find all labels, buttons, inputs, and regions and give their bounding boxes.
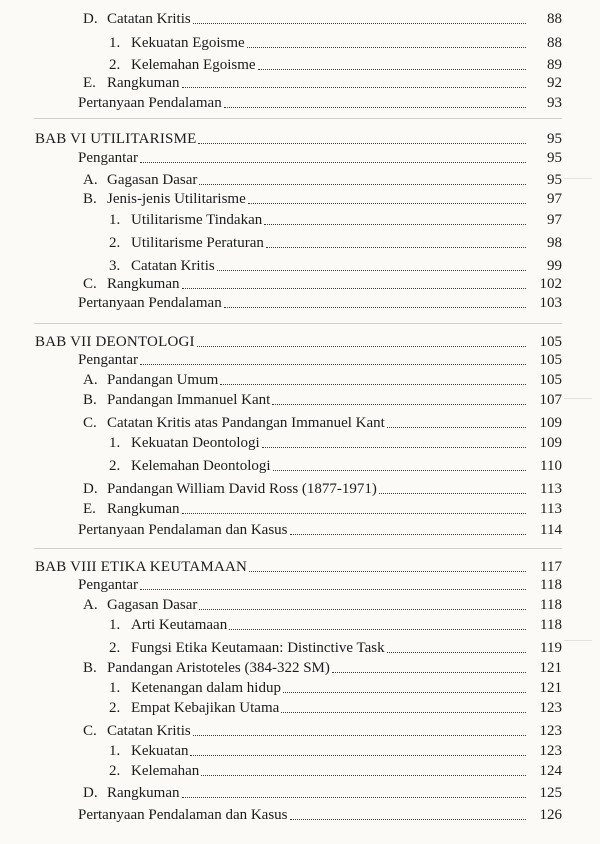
toc-entry-title: Kekuatan [131, 743, 189, 759]
toc-entry-title: Empat Kebajikan Utama [131, 700, 280, 716]
toc-entry-label [83, 596, 197, 614]
toc-entry-label [83, 10, 191, 28]
toc-entry-title: Gagasan Dasar [107, 172, 198, 188]
toc-entry-marker: 2. [109, 700, 121, 716]
dot-leader [379, 493, 526, 494]
toc-entry-marker: 3. [109, 258, 121, 274]
dot-leader [224, 307, 526, 308]
dot-leader [332, 672, 526, 673]
page-number: 113 [540, 501, 562, 517]
toc-entry-title: Utilitarisme Tindakan [131, 212, 263, 228]
page-number: 92 [547, 75, 562, 91]
page-number: 118 [540, 597, 562, 613]
toc-entry-marker: A. [83, 172, 98, 188]
page-number: 118 [540, 577, 562, 593]
dot-leader [262, 447, 526, 448]
toc-entry-marker: B. [83, 660, 97, 676]
page-number: 89 [547, 57, 562, 73]
page-number: 110 [540, 458, 562, 474]
toc-entry-title: Ketenangan dalam hidup [131, 680, 281, 696]
toc-entry-title: Rangkuman [107, 75, 180, 91]
toc-entry-title: Arti Keutamaan [131, 617, 228, 633]
toc-entry-marker: 2. [109, 458, 121, 474]
toc-entry-marker: D. [83, 11, 98, 27]
dot-leader [248, 203, 526, 204]
toc-entry[interactable] [0, 412, 600, 434]
toc-entry-label [83, 190, 246, 208]
toc-entry-title: Pertanyaan Pendalaman dan Kasus [78, 522, 288, 538]
toc-entry-title: Pandangan Immanuel Kant [107, 392, 271, 408]
dot-leader [247, 47, 526, 48]
toc-entry[interactable] [0, 292, 600, 314]
toc-entry-label [83, 391, 270, 409]
section-divider [34, 323, 562, 324]
dot-leader [220, 384, 526, 385]
toc-entry[interactable] [0, 232, 600, 254]
toc-entry-label [109, 211, 262, 229]
bleed-through-mark [564, 178, 592, 179]
toc-entry-label [109, 457, 271, 475]
toc-entry-marker: C. [83, 276, 97, 292]
toc-entry[interactable] [0, 720, 600, 742]
toc-entry-title: Catatan Kritis [131, 258, 215, 274]
toc-entry-title: Utilitarisme Peraturan [131, 235, 264, 251]
toc-entry-title: BAB VII DEONTOLOGI [35, 334, 195, 350]
page-number: 95 [547, 172, 562, 188]
toc-entry[interactable] [0, 740, 600, 762]
toc-entry-marker: 1. [109, 680, 121, 696]
toc-entry-label [83, 500, 180, 518]
toc-entry-title: Pengantar [78, 150, 138, 166]
toc-entry-label [109, 616, 227, 634]
dot-leader [272, 404, 526, 405]
toc-entry-marker: 1. [109, 212, 121, 228]
toc-entry-marker: 2. [109, 235, 121, 251]
toc-entry-title: Kekuatan Egoisme [131, 35, 245, 51]
toc-entry[interactable] [0, 349, 600, 371]
toc-entry-marker: A. [83, 597, 98, 613]
toc-entry-title: Gagasan Dasar [107, 597, 198, 613]
page-number: 105 [539, 352, 562, 368]
toc-entry[interactable] [0, 72, 600, 94]
toc-entry-marker: 2. [109, 640, 121, 656]
toc-entry[interactable] [0, 760, 600, 782]
page-number: 95 [547, 150, 562, 166]
toc-entry-title: BAB VIII ETIKA KEUTAMAAN [35, 559, 248, 575]
toc-entry[interactable] [0, 637, 600, 659]
toc-entry-marker: 1. [109, 435, 121, 451]
toc-entry-label [109, 679, 281, 697]
page-number: 109 [539, 435, 562, 451]
toc-entry-title: BAB VI UTILITARISME [35, 131, 197, 147]
toc-entry[interactable] [0, 432, 600, 454]
dot-leader [258, 69, 526, 70]
toc-entry[interactable] [0, 677, 600, 699]
toc-entry-label [78, 521, 288, 539]
toc-entry-title: Pandangan William David Ross (1877-1971) [107, 481, 377, 497]
toc-entry-title: Pertanyaan Pendalaman [78, 295, 222, 311]
toc-entry-label [78, 806, 288, 824]
toc-entry-marker: 2. [109, 763, 121, 779]
toc-entry[interactable] [0, 657, 600, 679]
page-number: 121 [539, 660, 562, 676]
toc-entry[interactable] [0, 92, 600, 114]
toc-entry[interactable] [0, 188, 600, 210]
section-divider [34, 118, 562, 119]
dot-leader [140, 162, 526, 163]
toc-entry[interactable] [0, 614, 600, 636]
toc-entry-marker: D. [83, 481, 98, 497]
toc-entry-marker: B. [83, 392, 97, 408]
dot-leader [199, 184, 526, 185]
toc-entry-label [83, 722, 191, 740]
toc-entry[interactable] [0, 8, 600, 30]
toc-entry[interactable] [0, 498, 600, 520]
toc-entry-label [78, 351, 138, 369]
dot-leader [197, 346, 526, 347]
dot-leader [140, 589, 526, 590]
page-number: 103 [539, 295, 562, 311]
toc-entry[interactable] [0, 697, 600, 719]
toc-entry-title: Catatan Kritis [107, 723, 191, 739]
dot-leader [387, 427, 526, 428]
toc-entry-label [83, 371, 218, 389]
toc-entry-marker: 1. [109, 743, 121, 759]
page-number: 109 [539, 415, 562, 431]
toc-entry-marker: A. [83, 372, 98, 388]
page-number: 123 [539, 743, 562, 759]
toc-entry[interactable] [0, 782, 600, 804]
dot-leader [283, 692, 526, 693]
dot-leader [182, 288, 526, 289]
toc-entry-label [83, 414, 385, 432]
bleed-through-mark [564, 398, 592, 399]
toc-entry-label [109, 742, 188, 760]
dot-leader [182, 87, 526, 88]
toc-entry-title: Kelemahan [131, 763, 200, 779]
page-number: 123 [539, 700, 562, 716]
toc-entry[interactable] [0, 519, 600, 541]
toc-entry-label [109, 699, 279, 717]
dot-leader [199, 609, 526, 610]
dot-leader [290, 534, 526, 535]
bleed-through-mark [564, 640, 592, 641]
page-number: 105 [539, 372, 562, 388]
page-number: 117 [540, 559, 562, 575]
toc-entry[interactable] [0, 369, 600, 391]
toc-entry-marker: E. [83, 75, 96, 91]
toc-entry-marker: E. [83, 501, 96, 517]
toc-entry-marker: C. [83, 415, 97, 431]
toc-entry-marker: 1. [109, 617, 121, 633]
toc-entry-title: Pandangan Aristoteles (384-322 SM) [107, 660, 330, 676]
toc-entry-label [78, 149, 138, 167]
page-number: 105 [539, 334, 562, 350]
toc-entry[interactable] [0, 389, 600, 411]
toc-entry-label [109, 762, 199, 780]
dot-leader [190, 755, 526, 756]
page-number: 95 [547, 131, 562, 147]
toc-entry-title: Pandangan Umum [107, 372, 219, 388]
toc-entry[interactable] [0, 147, 600, 169]
dot-leader [266, 247, 526, 248]
dot-leader [182, 513, 526, 514]
toc-entry-label [78, 294, 222, 312]
page-number: 126 [539, 807, 562, 823]
toc-entry-label [83, 659, 330, 677]
dot-leader [193, 23, 526, 24]
page-number: 88 [547, 11, 562, 27]
dot-leader [217, 270, 526, 271]
toc-entry-label [109, 234, 264, 252]
toc-entry-marker: C. [83, 723, 97, 739]
toc-entry-label [35, 130, 196, 148]
dot-leader [273, 470, 526, 471]
page-number: 98 [547, 235, 562, 251]
toc-entry[interactable] [0, 455, 600, 477]
toc-entry-label [109, 34, 245, 52]
toc-entry-label [78, 94, 222, 112]
dot-leader [140, 364, 526, 365]
page-number: 125 [539, 785, 562, 801]
dot-leader [281, 712, 526, 713]
toc-entry-label [83, 784, 180, 802]
toc-entry[interactable] [0, 574, 600, 596]
toc-entry-title: Rangkuman [107, 276, 180, 292]
dot-leader [387, 652, 526, 653]
toc-entry-title: Rangkuman [107, 785, 180, 801]
page-number: 113 [540, 481, 562, 497]
dot-leader [182, 797, 526, 798]
toc-entry-label [78, 576, 138, 594]
toc-entry-label [109, 639, 385, 657]
page-number: 93 [547, 95, 562, 111]
toc-entry-label [83, 480, 377, 498]
dot-leader [264, 224, 526, 225]
section-divider [34, 548, 562, 549]
dot-leader [224, 107, 526, 108]
page-number: 124 [539, 763, 562, 779]
toc-entry-marker: B. [83, 191, 97, 207]
toc-entry-marker: 2. [109, 57, 121, 73]
toc-entry-label [83, 275, 180, 293]
page-number: 119 [540, 640, 562, 656]
toc-entry-title: Jenis-jenis Utilitarisme [107, 191, 246, 207]
dot-leader [290, 819, 526, 820]
toc-entry-label [83, 74, 180, 92]
page-number: 107 [539, 392, 562, 408]
page-number: 99 [547, 258, 562, 274]
dot-leader [201, 775, 526, 776]
toc-entry-title: Fungsi Etika Keutamaan: Distinctive Task [131, 640, 385, 656]
toc-entry-title: Pertanyaan Pendalaman dan Kasus [78, 807, 288, 823]
toc-entry-marker: 1. [109, 35, 121, 51]
toc-entry[interactable] [0, 804, 600, 826]
page-number: 102 [539, 276, 562, 292]
toc-entry-title: Kelemahan Deontologi [131, 458, 271, 474]
page-number: 114 [540, 522, 562, 538]
toc-entry-title: Pertanyaan Pendalaman [78, 95, 222, 111]
toc-entry-title: Catatan Kritis [107, 11, 191, 27]
toc-entry[interactable] [0, 32, 600, 54]
toc-entry-marker: D. [83, 785, 98, 801]
dot-leader [229, 629, 526, 630]
toc-entry[interactable] [0, 209, 600, 231]
toc-entry-title: Catatan Kritis atas Pandangan Immanuel Kant [107, 415, 385, 431]
dot-leader [193, 735, 526, 736]
toc-entry-label [109, 434, 260, 452]
toc-entry-title: Pengantar [78, 352, 138, 368]
toc-entry-title: Pengantar [78, 577, 138, 593]
page-number: 123 [539, 723, 562, 739]
toc-entry-title: Kelemahan Egoisme [131, 57, 256, 73]
dot-leader [198, 143, 526, 144]
page-number: 118 [540, 617, 562, 633]
toc-entry-label [83, 171, 197, 189]
toc-entry-title: Rangkuman [107, 501, 180, 517]
page-number: 97 [547, 212, 562, 228]
page-number: 121 [539, 680, 562, 696]
dot-leader [249, 571, 526, 572]
toc-entry[interactable] [0, 594, 600, 616]
toc-entry-title: Kekuatan Deontologi [131, 435, 260, 451]
toc-entry[interactable] [0, 478, 600, 500]
page-number: 97 [547, 191, 562, 207]
page-number: 88 [547, 35, 562, 51]
